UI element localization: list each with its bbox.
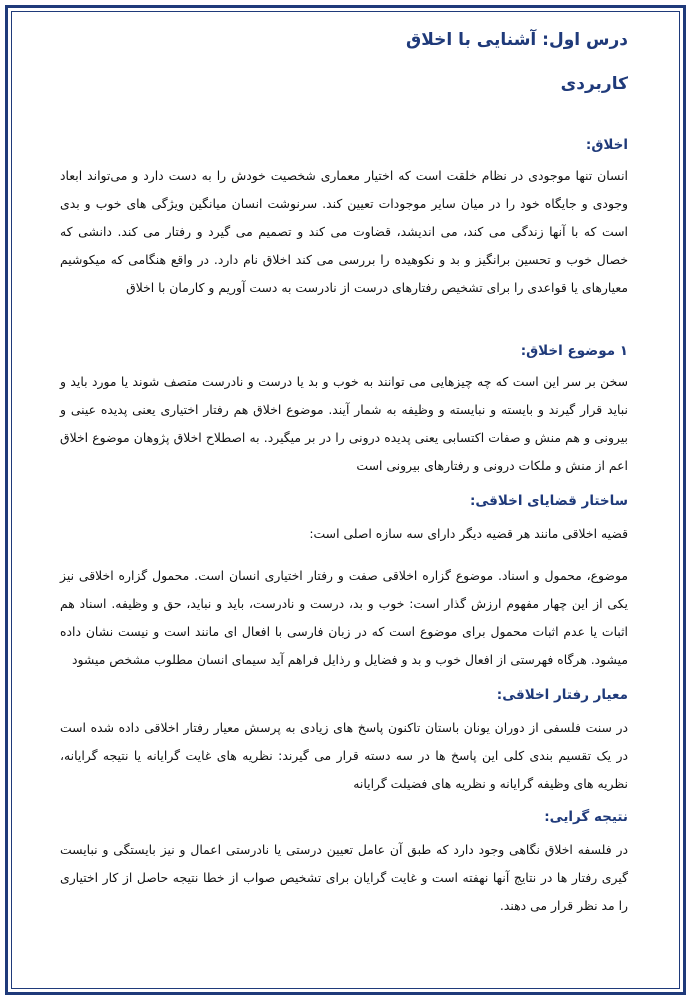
document-body — [60, 18, 628, 920]
section-heading-mozoo: ۱ موضوع اخلاق: — [520, 343, 628, 359]
lesson-title-line2: کاربردی — [560, 74, 628, 94]
section-text-sakhtar-body: موضوع، محمول و اسناد. موضوع گزاره اخلاقی صفت و رفتار اختیاری انسان است. محمول گزاره اخلاقی نیز یکی از این چهار مفهوم ارزش گذار است: خوب و بد، درست و نادرست، باید و نباید، حق و وظیفه. اسناد هم اثبات یا عدم اثبات محمول برای موضوع است که در زبان فارسی با افعال ای مانند است و نیست نشان داده میشود. هرگاه فهرستی از افعال خوب و بد و فضایل و رذایل فراهم آید سیمای انسان مطلوب مشخص میشود — [60, 568, 628, 667]
section-text-akhlagh: انسان تنها موجودی در نظام خلقت است که اختیار معماری شخصیت خودش را به دست دارد و می‌تواند ابعاد وجودی و جایگاه خود را در میان سایر موجودات تعیین کند. سرنوشت انسان میانگین ویژگی های خوب و بدی است که با آنها زندگی می کند، می اندیشد، قضاوت می کند و تصمیم می گیرد و رفتار می کند. دانشی که خصال خوب و تحسین برانگیز و بد و نکوهیده را بررسی می کند اخلاق نام دارد. در واقع هنگامی که میکوشیم معیارهای یا قواعدی را برای تشخیص رفتارهای درست از نادرست به دست آوریم و کارمان با اخلاق — [60, 168, 628, 295]
section-heading-natije: نتیجه گرایی: — [544, 809, 628, 825]
section-text-sakhtar-intro: قضیه اخلاقی مانند هر قضیه دیگر دارای سه سازه اصلی است: — [309, 526, 628, 541]
section-text-natije: در فلسفه اخلاق نگاهی وجود دارد که طبق آن عامل تعیین درستی یا نادرستی اعمال و نیز بایستگی و نبایست گیری رفتار ها در نتایج آنها نهفته است و غایت گرایان برای تشخیص صواب از خطا نتیجه حاصل از کار اختیاری را مد نظر قرار می دهند. — [60, 842, 628, 913]
section-text-mozoo: سخن بر سر این است که چه چیزهایی می توانند به خوب و بد یا درست و نادرست متصف شوند یا مورد باید و نباید قرار گیرند و بایسته و نبایسته و وظیفه به شمار آیند. موضوع اخلاق هم رفتار اختیاری یعنی پدیده عینی و بیرونی و هم منش و صفات اکتسابی یعنی پدیده درونی را در بر میگیرد. به اصطلاح اخلاق پژوهان موضوع اخلاق اعم از منش و ملکات درونی و رفتارهای بیرونی است — [60, 374, 628, 473]
lesson-title-line1: درس اول: آشنایی با اخلاق — [406, 30, 628, 50]
section-heading-meyar: معیار رفتار اخلاقی: — [496, 687, 628, 703]
section-heading-sakhtar: ساختار قضایای اخلاقی: — [469, 493, 628, 509]
section-text-meyar: در سنت فلسفی از دوران یونان باستان تاکنون پاسخ های زیادی به پرسش معیار رفتار اخلاقی داده شده است در یک تقسیم بندی کلی این پاسخ ها در سه دسته قرار می گیرند: نظریه های غایت گرایانه یا نتیجه گرایانه، نظریه های وظیفه گرایانه و نظریه های فضیلت گرایانه — [60, 720, 628, 791]
section-heading-akhlagh: اخلاق: — [585, 137, 628, 153]
